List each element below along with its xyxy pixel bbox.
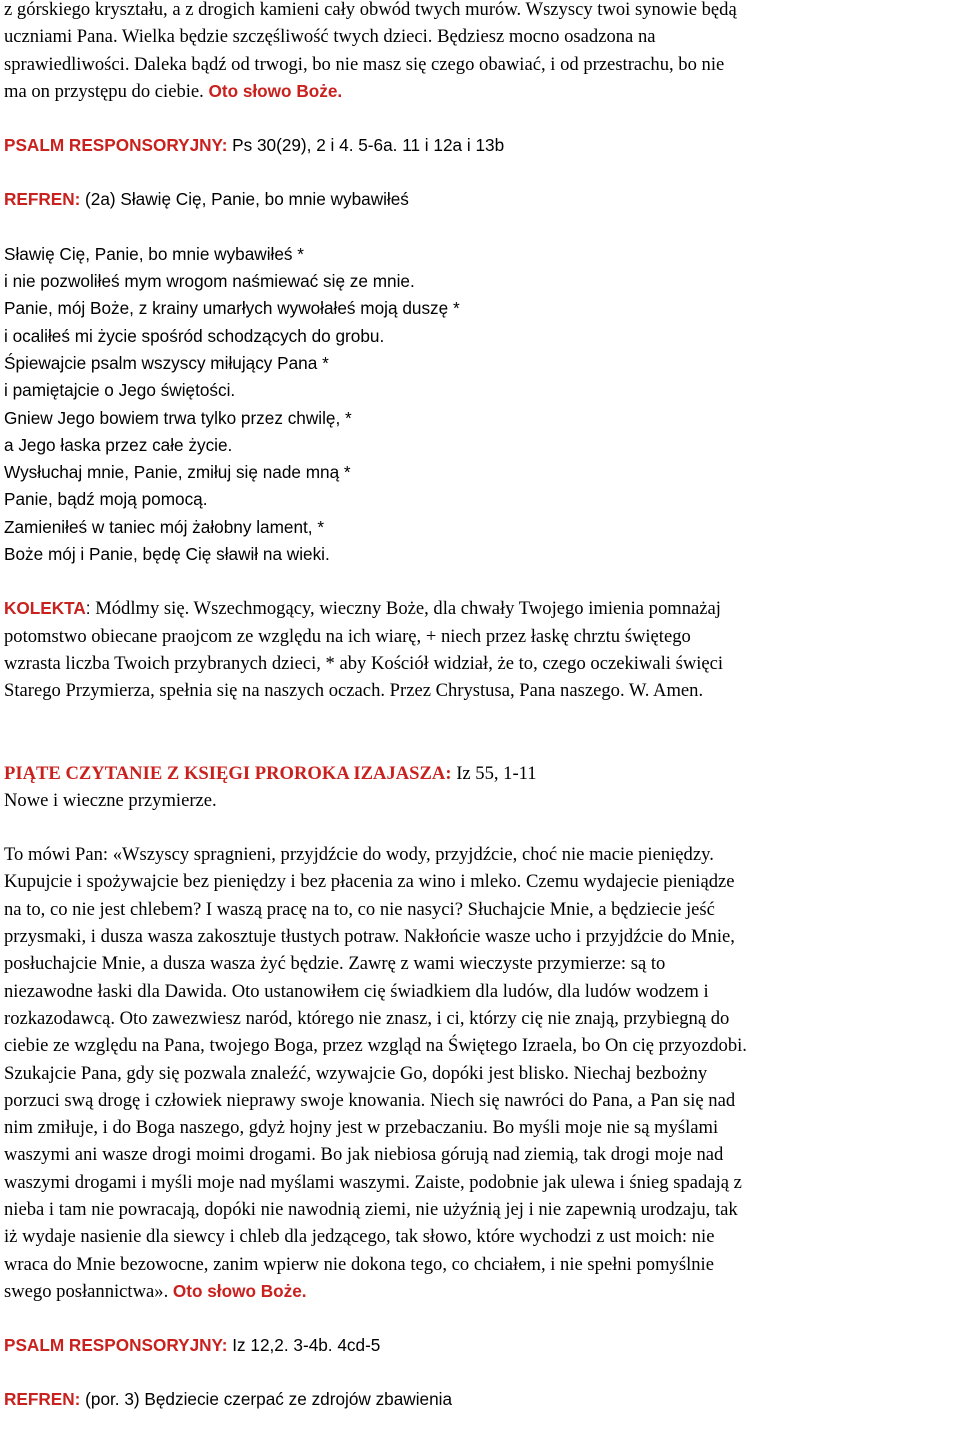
verse-line: Panie, mój Boże, z krainy umarłych wywołałeś moją duszę * [4,298,460,319]
verse-line: i ocaliłeś mi życie spośród schodzących do grobu. [4,325,385,346]
reading-reference: Iz 55, 1-11 [456,762,537,784]
verse-line: Panie, bądź moją pomocą. [4,489,208,510]
reading-continuation [4,0,954,105]
collect-prayer [4,595,954,704]
reading-body [4,841,954,1305]
verse-line: i pamiętajcie o Jego świętości. [4,380,236,401]
verse-line: Boże mój i Panie, będę Cię sławił na wieki. [4,544,330,565]
psalm-reference: Iz 12,2. 3-4b. 4cd-5 [227,1335,381,1356]
psalm-heading [4,132,954,159]
text-fragment: Módlmy się. Wszechmogący, wieczny Boże, dla chwały Twojego imienia pomnażaj [90,598,721,620]
refrain-label: REFREN: [4,189,81,210]
text-line: wzrasta liczba Twoich przybranych dzieci, * aby Kościół widział, że to, czego oczekiwali święci [4,652,724,674]
reading-subtitle: Nowe i wieczne przymierze. [4,789,217,811]
text-line: Starego Przymierza, spełnia się na naszych oczach. Przez Chrystusa, Pana naszego. W. Amen. [4,680,704,702]
text-fragment: ma on przystępu do ciebie. [4,80,204,102]
verse-line: Zamieniłeś w taniec mój żałobny lament, * [4,516,325,537]
verse-line: Wysłuchaj mnie, Panie, zmiłuj się nade mną * [4,462,351,483]
verse-line: Sławię Cię, Panie, bo mnie wybawiłeś * [4,243,304,264]
spacer [4,214,954,241]
text-line: To mówi Pan: «Wszyscy spragnieni, przyjdźcie do wody, przyjdźcie, choć nie macie pieniędzy. [4,844,714,866]
spacer [4,1359,954,1386]
spacer [4,159,954,186]
refrain-text: (2a) Sławię Cię, Panie, bo mnie wybawiłeś [85,189,409,210]
text-line: nieba i tam nie powracają, dopóki nie nawodnią ziemi, nie użyźnią jej i nie zapewnią urodzaju, tak [4,1198,738,1220]
verse-line: Śpiewajcie psalm wszyscy miłujący Pana * [4,352,329,373]
refrain [4,1386,954,1413]
collect-label: KOLEKTA [4,598,86,619]
verse-line: a Jego łaska przez całe życie. [4,434,233,455]
refrain-text: (por. 3) Będziecie czerpać ze zdrojów zbawienia [80,1389,453,1410]
spacer [4,705,954,760]
text-line: iż wydaje nasienie dla siewcy i chleb dla jedzącego, tak słowo, które wychodzi z ust moich: nie [4,1226,715,1248]
text-line: sprawiedliwości. Daleka bądź od trwogi, bo nie masz się czego obawiać, i od przestrachu, bo nie [4,53,725,75]
refrain-label: REFREN: [4,1389,81,1410]
text-line: Szukajcie Pana, gdy się pozwala znaleźć, wzywajcie Go, dopóki jest blisko. Niechaj bezbożny [4,1062,708,1084]
refrain [4,186,954,213]
text-line [4,78,954,105]
text-line: przysmaki, i dusza wasza zakosztuje tłustych potraw. Nakłońcie wasze ucho i przyjdźcie do Mnie, [4,926,735,948]
collect-colon: : [85,598,91,619]
spacer [4,814,954,841]
text-line: porzuci swą drogę i człowiek nieprawy swoje knowania. Niech się nawróci do Pana, a Pan się nad [4,1089,736,1111]
psalm-reference: Ps 30(29), 2 i 4. 5-6a. 11 i 12a i 13b [232,135,505,156]
text-line: posłuchajcie Mnie, a dusza wasza żyć będzie. Zawrę z wami wieczyste przymierze: są to [4,953,666,975]
reading-label: PIĄTE CZYTANIE Z KSIĘGI PROROKA IZAJASZA: [4,762,452,784]
psalm-label: PSALM RESPONSORYJNY: [4,1335,228,1356]
text-line [4,1278,954,1305]
psalm-label: PSALM RESPONSORYJNY: [4,135,228,156]
text-line: ciebie ze względu na Pana, twojego Boga, przez wzgląd na Świętego Izraela, bo On cię przyozdobi. [4,1035,747,1057]
text-fragment: swego posłannictwa». [4,1280,173,1302]
reading-heading [4,760,954,787]
text-line: rozkazodawcą. Oto zawezwiesz naród, którego nie znasz, i ci, którzy cię nie znają, przybiegną do [4,1007,730,1029]
reading-closing: Oto słowo Boże. [208,80,343,101]
text-line: potomstwo obiecane praojcom ze względu na ich wiarę, + niech przez łaskę chrztu świętego [4,625,691,647]
text-line: waszymi ani wasze drogi moimi drogami. Bo jak niebiosa górują nad ziemią, tak drogi moje nad [4,1144,724,1166]
text-line [4,595,954,622]
text-line: wraca do Mnie bezowocne, zanim wpierw nie dokona tego, co chciałem, i nie spełni pomyślnie [4,1253,714,1275]
psalm-heading [4,1332,954,1359]
text-line: na to, co nie jest chlebem? I waszą pracę na to, co nie nasyci? Słuchajcie Mnie, a będziecie jeść [4,898,715,920]
reading-closing: Oto słowo Boże. [172,1280,307,1301]
spacer [4,1305,954,1332]
text-line: niezawodne łaski dla Dawida. Oto ustanowiłem cię świadkiem dla ludów, dla ludów wodzem i [4,980,709,1002]
text-line: nim zmiłuje, i do Boga naszego, gdyż hojny jest w przebaczaniu. Bo myśli moje nie są myślami [4,1117,719,1139]
psalm-verses [4,241,954,569]
spacer [4,568,954,595]
text-line: uczniami Pana. Wielka będzie szczęśliwość twych dzieci. Będziesz mocno osadzona na [4,26,656,48]
verse-line: Gniew Jego bowiem trwa tylko przez chwilę, * [4,407,352,428]
text-line: Kupujcie i spożywajcie bez pieniędzy i bez płacenia za wino i mleko. Czemu wydajecie pieniądze [4,871,735,893]
text-line: waszymi drogami i myśli moje nad myślami waszymi. Zaiste, podobnie jak ulewa i śnieg spadają z [4,1171,742,1193]
spacer [4,105,954,132]
verse-line: i nie pozwoliłeś mym wrogom naśmiewać się ze mnie. [4,271,415,292]
text-line: z górskiego kryształu, a z drogich kamieni cały obwód twych murów. Wszyscy twoi synowie będą [4,0,737,20]
